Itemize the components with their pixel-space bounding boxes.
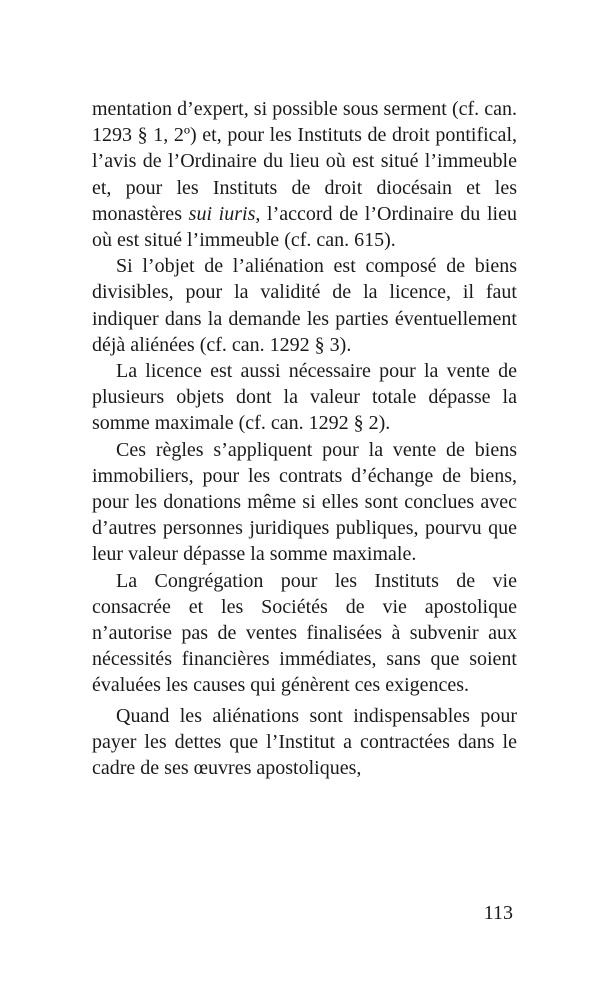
italic-term: sui iuris <box>188 202 256 225</box>
paragraph: Si l’objet de l’aliénation est composé de biens divisibles, pour la validité de la licence, il faut indiquer dans la demande les parties éventuellement déjà aliénées (cf. can. 1292 § 3). <box>92 255 517 356</box>
page-body <box>92 96 517 781</box>
page-number: 113 <box>483 902 513 924</box>
paragraph-text: , l’accord de l’Ordinaire du lieu où est situé l’immeuble (cf. can. 615). <box>92 202 517 252</box>
paragraph: Quand les aliénations sont indispensables pour payer les dettes que l’Institut a contractées dans le cadre de ses œuvres apostoliques, <box>92 704 517 780</box>
paragraph-text: mentation d’expert, si possible sous serment (cf. can. 1293 § 1, 2º) et, pour les Instituts de droit pontifical, l’avis de l’Ordinaire du lieu où est situé l’immeuble et, pour les Instituts de droit diocésain et les monastères <box>92 98 517 225</box>
paragraph: Ces règles s’appliquent pour la vente de biens immobiliers, pour les contrats d’échange de biens, pour les donations même si elles sont conclues avec d’autres personnes juridiques publiques, pourvu que leur valeur dépasse la somme maximale. <box>92 438 517 566</box>
paragraph: La Congrégation pour les Instituts de vie consacrée et les Sociétés de vie apostolique n’autorise pas de ventes finalisées à subvenir aux nécessités financières immédiates, sans que soient évaluées les causes qui génèrent ces exigences. <box>92 569 517 697</box>
paragraph-continuation <box>92 96 517 253</box>
paragraph: La licence est aussi nécessaire pour la vente de plusieurs objets dont la valeur totale dépasse la somme maximale (cf. can. 1292 § 2). <box>92 360 517 435</box>
